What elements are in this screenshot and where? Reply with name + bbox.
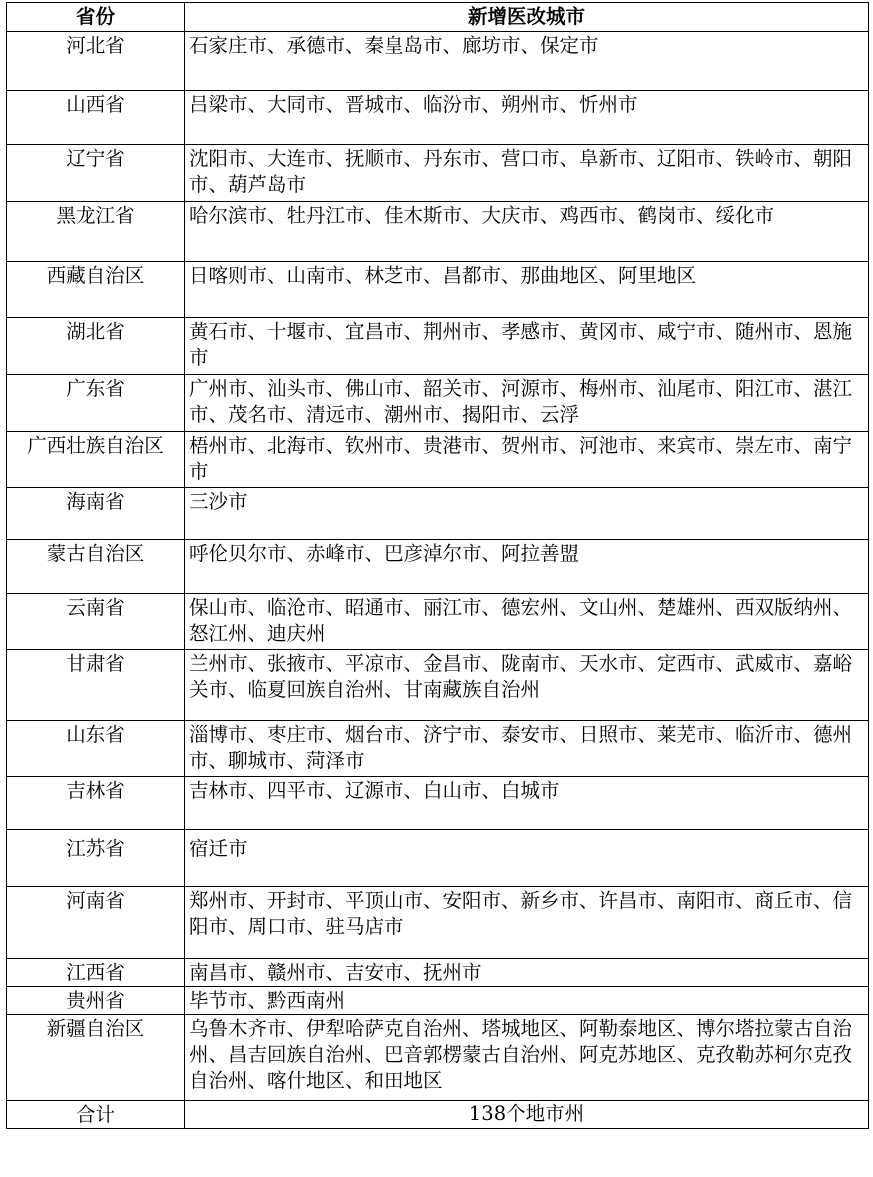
table-row	[7, 721, 869, 777]
province-cell: 江西省	[7, 959, 185, 987]
cities-cell: 吕梁市、大同市、晋城市、临汾市、朔州市、忻州市	[185, 91, 869, 145]
total-value: 138个地市州	[185, 1101, 869, 1129]
header-cities: 新增医改城市	[185, 3, 869, 32]
province-cell: 广东省	[7, 375, 185, 432]
cities-cell: 乌鲁木齐市、伊犁哈萨克自治州、塔城地区、阿勒泰地区、博尔塔拉蒙古自治州、昌吉回族自治州、巴音郭楞蒙古自治州、阿克苏地区、克孜勒苏柯尔克孜自治州、喀什地区、和田地区	[185, 1015, 869, 1101]
table-row	[7, 650, 869, 721]
province-cell: 海南省	[7, 488, 185, 540]
table-row	[7, 594, 869, 650]
cities-cell: 呼伦贝尔市、赤峰市、巴彦淖尔市、阿拉善盟	[185, 540, 869, 594]
table-row	[7, 540, 869, 594]
province-cell: 广西壮族自治区	[7, 432, 185, 488]
province-cell: 西藏自治区	[7, 262, 185, 318]
cities-cell: 广州市、汕头市、佛山市、韶关市、河源市、梅州市、汕尾市、阳江市、湛江市、茂名市、清远市、潮州市、揭阳市、云浮	[185, 375, 869, 432]
cities-cell: 哈尔滨市、牡丹江市、佳木斯市、大庆市、鸡西市、鹤岗市、绥化市	[185, 202, 869, 262]
table-row	[7, 32, 869, 91]
cities-cell: 淄博市、枣庄市、烟台市、济宁市、泰安市、日照市、莱芜市、临沂市、德州市、聊城市、菏泽市	[185, 721, 869, 777]
table-row	[7, 318, 869, 375]
cities-cell: 黄石市、十堰市、宜昌市、荆州市、孝感市、黄冈市、咸宁市、随州市、恩施市	[185, 318, 869, 375]
cities-cell: 三沙市	[185, 488, 869, 540]
table-row	[7, 375, 869, 432]
cities-cell: 保山市、临沧市、昭通市、丽江市、德宏州、文山州、楚雄州、西双版纳州、怒江州、迪庆州	[185, 594, 869, 650]
province-cell: 江苏省	[7, 830, 185, 887]
province-cell: 黑龙江省	[7, 202, 185, 262]
header-row	[7, 3, 869, 32]
total-label: 合计	[7, 1101, 185, 1129]
cities-cell: 兰州市、张掖市、平凉市、金昌市、陇南市、天水市、定西市、武威市、嘉峪关市、临夏回族自治州、甘南藏族自治州	[185, 650, 869, 721]
cities-cell: 郑州市、开封市、平顶山市、安阳市、新乡市、许昌市、南阳市、商丘市、信阳市、周口市、驻马店市	[185, 887, 869, 959]
province-cell: 贵州省	[7, 987, 185, 1015]
province-cell: 河南省	[7, 887, 185, 959]
table-row	[7, 830, 869, 887]
cities-cell: 石家庄市、承德市、秦皇岛市、廊坊市、保定市	[185, 32, 869, 91]
table-row	[7, 145, 869, 202]
header-province: 省份	[7, 3, 185, 32]
cities-cell: 宿迁市	[185, 830, 869, 887]
province-cell: 河北省	[7, 32, 185, 91]
table-row	[7, 432, 869, 488]
province-cell: 蒙古自治区	[7, 540, 185, 594]
province-cell: 吉林省	[7, 777, 185, 830]
table-row	[7, 777, 869, 830]
reform-cities-table	[6, 2, 869, 1129]
province-cell: 云南省	[7, 594, 185, 650]
table-row	[7, 1015, 869, 1101]
table-row	[7, 91, 869, 145]
province-cell: 山东省	[7, 721, 185, 777]
table-row	[7, 488, 869, 540]
cities-cell: 日喀则市、山南市、林芝市、昌都市、那曲地区、阿里地区	[185, 262, 869, 318]
cities-cell: 梧州市、北海市、钦州市、贵港市、贺州市、河池市、来宾市、崇左市、南宁市	[185, 432, 869, 488]
province-cell: 山西省	[7, 91, 185, 145]
table-row	[7, 959, 869, 987]
cities-cell: 沈阳市、大连市、抚顺市、丹东市、营口市、阜新市、辽阳市、铁岭市、朝阳市、葫芦岛市	[185, 145, 869, 202]
province-cell: 湖北省	[7, 318, 185, 375]
total-row	[7, 1101, 869, 1129]
cities-cell: 吉林市、四平市、辽源市、白山市、白城市	[185, 777, 869, 830]
table-row	[7, 202, 869, 262]
province-cell: 辽宁省	[7, 145, 185, 202]
table-row	[7, 887, 869, 959]
province-cell: 甘肃省	[7, 650, 185, 721]
province-cell: 新疆自治区	[7, 1015, 185, 1101]
table-row	[7, 987, 869, 1015]
cities-cell: 毕节市、黔西南州	[185, 987, 869, 1015]
cities-cell: 南昌市、赣州市、吉安市、抚州市	[185, 959, 869, 987]
table-row	[7, 262, 869, 318]
